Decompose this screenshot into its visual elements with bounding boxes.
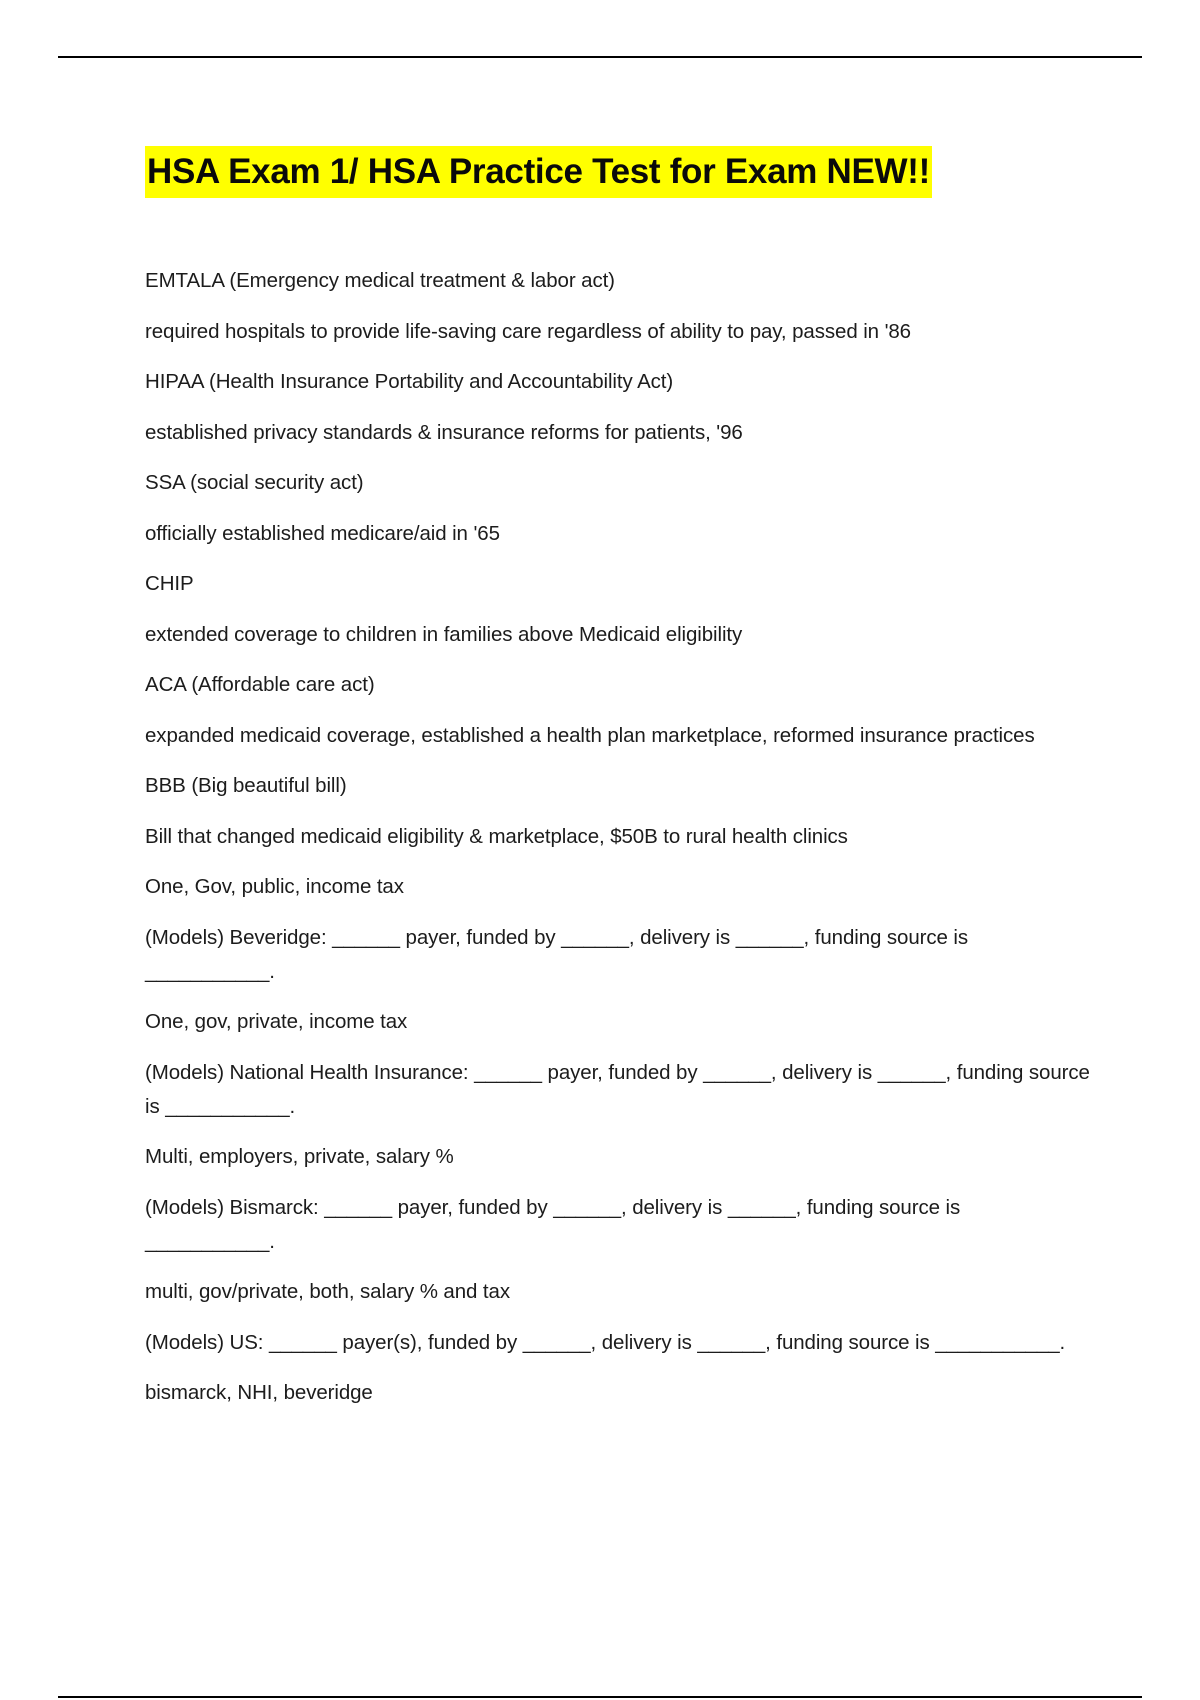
bottom-divider bbox=[58, 1696, 1142, 1698]
definition-line: extended coverage to children in families above Medicaid eligibility bbox=[145, 622, 743, 646]
term-line: BBB (Big beautiful bill) bbox=[145, 774, 347, 797]
top-divider bbox=[58, 56, 1142, 58]
term-line: SSA (social security act) bbox=[145, 471, 364, 494]
answer-line: One, gov, private, income tax bbox=[145, 1010, 408, 1033]
answer-line: Multi, employers, private, salary % bbox=[145, 1145, 454, 1168]
definition-line: officially established medicare/aid in '65 bbox=[145, 521, 500, 545]
answer-line: One, Gov, public, income tax bbox=[145, 875, 404, 898]
definition-line: Bill that changed medicaid eligibility & marketplace, $50B to rural health clinics bbox=[145, 824, 848, 848]
document-title: HSA Exam 1/ HSA Practice Test for Exam NEW!! bbox=[145, 146, 932, 198]
term-line: EMTALA (Emergency medical treatment & labor act) bbox=[145, 269, 615, 292]
term-line: ACA (Affordable care act) bbox=[145, 673, 375, 696]
document-body bbox=[145, 146, 1095, 1427]
question-line: (Models) Beveridge: ______ payer, funded by ______, delivery is ______, funding source is ___________. bbox=[145, 925, 969, 983]
term-line: HIPAA (Health Insurance Portability and Accountability Act) bbox=[145, 370, 674, 393]
definition-line: expanded medicaid coverage, established a health plan marketplace, reformed insurance practices bbox=[145, 723, 1035, 747]
question-line: (Models) US: ______ payer(s), funded by ______, delivery is ______, funding source is ___________. bbox=[145, 1330, 1066, 1354]
qa-list bbox=[145, 264, 1095, 1410]
answer-line: multi, gov/private, both, salary % and tax bbox=[145, 1280, 510, 1303]
answer-line: bismarck, NHI, beveridge bbox=[145, 1381, 373, 1404]
term-line: CHIP bbox=[145, 572, 194, 595]
question-line: (Models) National Health Insurance: ______ payer, funded by ______, delivery is ______, funding source is ___________. bbox=[145, 1060, 1090, 1118]
definition-line: established privacy standards & insurance reforms for patients, '96 bbox=[145, 420, 743, 444]
definition-line: required hospitals to provide life-saving care regardless of ability to pay, passed in '86 bbox=[145, 319, 911, 343]
question-line: (Models) Bismarck: ______ payer, funded by ______, delivery is ______, funding source is ___________. bbox=[145, 1195, 961, 1253]
